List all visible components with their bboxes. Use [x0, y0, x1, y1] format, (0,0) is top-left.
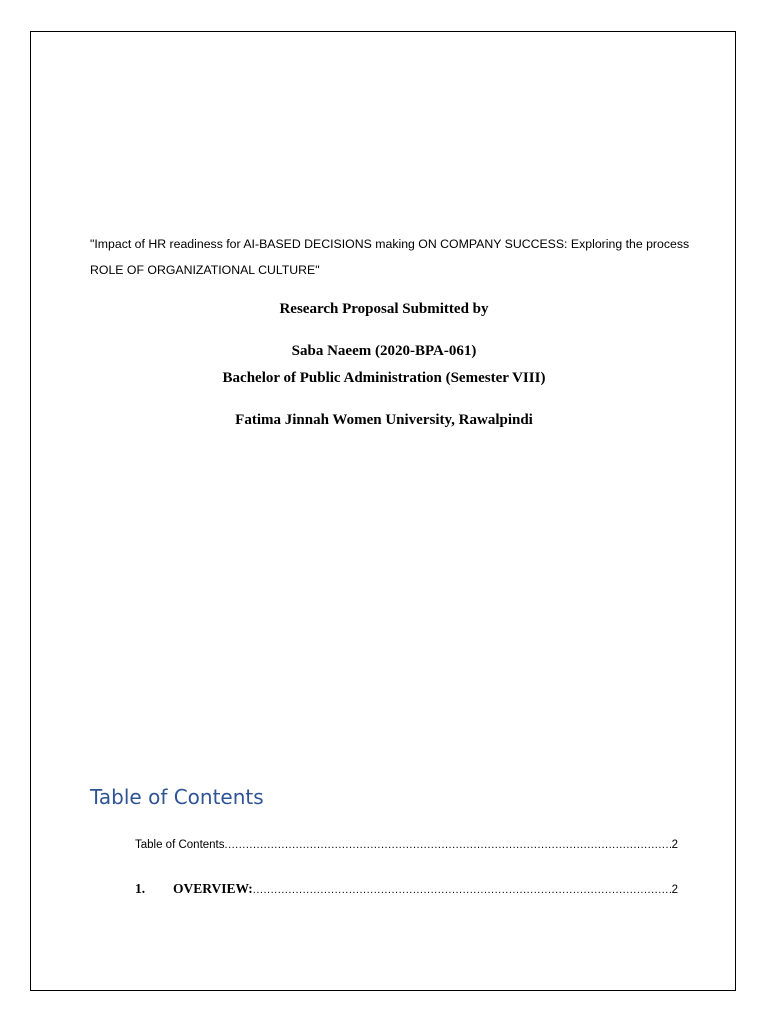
- toc-entry-page: 2: [671, 839, 678, 851]
- toc-entry-label: Table of Contents: [135, 839, 225, 851]
- toc-dot-leader: [253, 884, 671, 896]
- toc-dot-leader: [225, 839, 671, 851]
- document-page: [30, 31, 736, 991]
- toc-entry[interactable]: [135, 881, 678, 897]
- toc-entry[interactable]: [135, 839, 678, 851]
- toc-heading: Table of Contents: [90, 785, 264, 809]
- submitted-by-heading: Research Proposal Submitted by: [279, 301, 489, 317]
- proposal-title-line-2: ROLE OF ORGANIZATIONAL CULTURE": [90, 263, 320, 277]
- toc-entry-number: 1.: [135, 881, 146, 896]
- toc-entry-page: 2: [671, 884, 678, 896]
- toc-entry-label: OVERVIEW:: [173, 881, 253, 896]
- student-name: Saba Naeem (2020-BPA-061): [291, 343, 477, 359]
- proposal-title-line-1: "Impact of HR readiness for AI-BASED DECISIONS making ON COMPANY SUCCESS: Exploring the process: [90, 237, 690, 251]
- proposal-title: [90, 231, 690, 283]
- degree-program: Bachelor of Public Administration (Semester VIII): [222, 370, 546, 386]
- university-name: Fatima Jinnah Women University, Rawalpindi: [235, 412, 533, 428]
